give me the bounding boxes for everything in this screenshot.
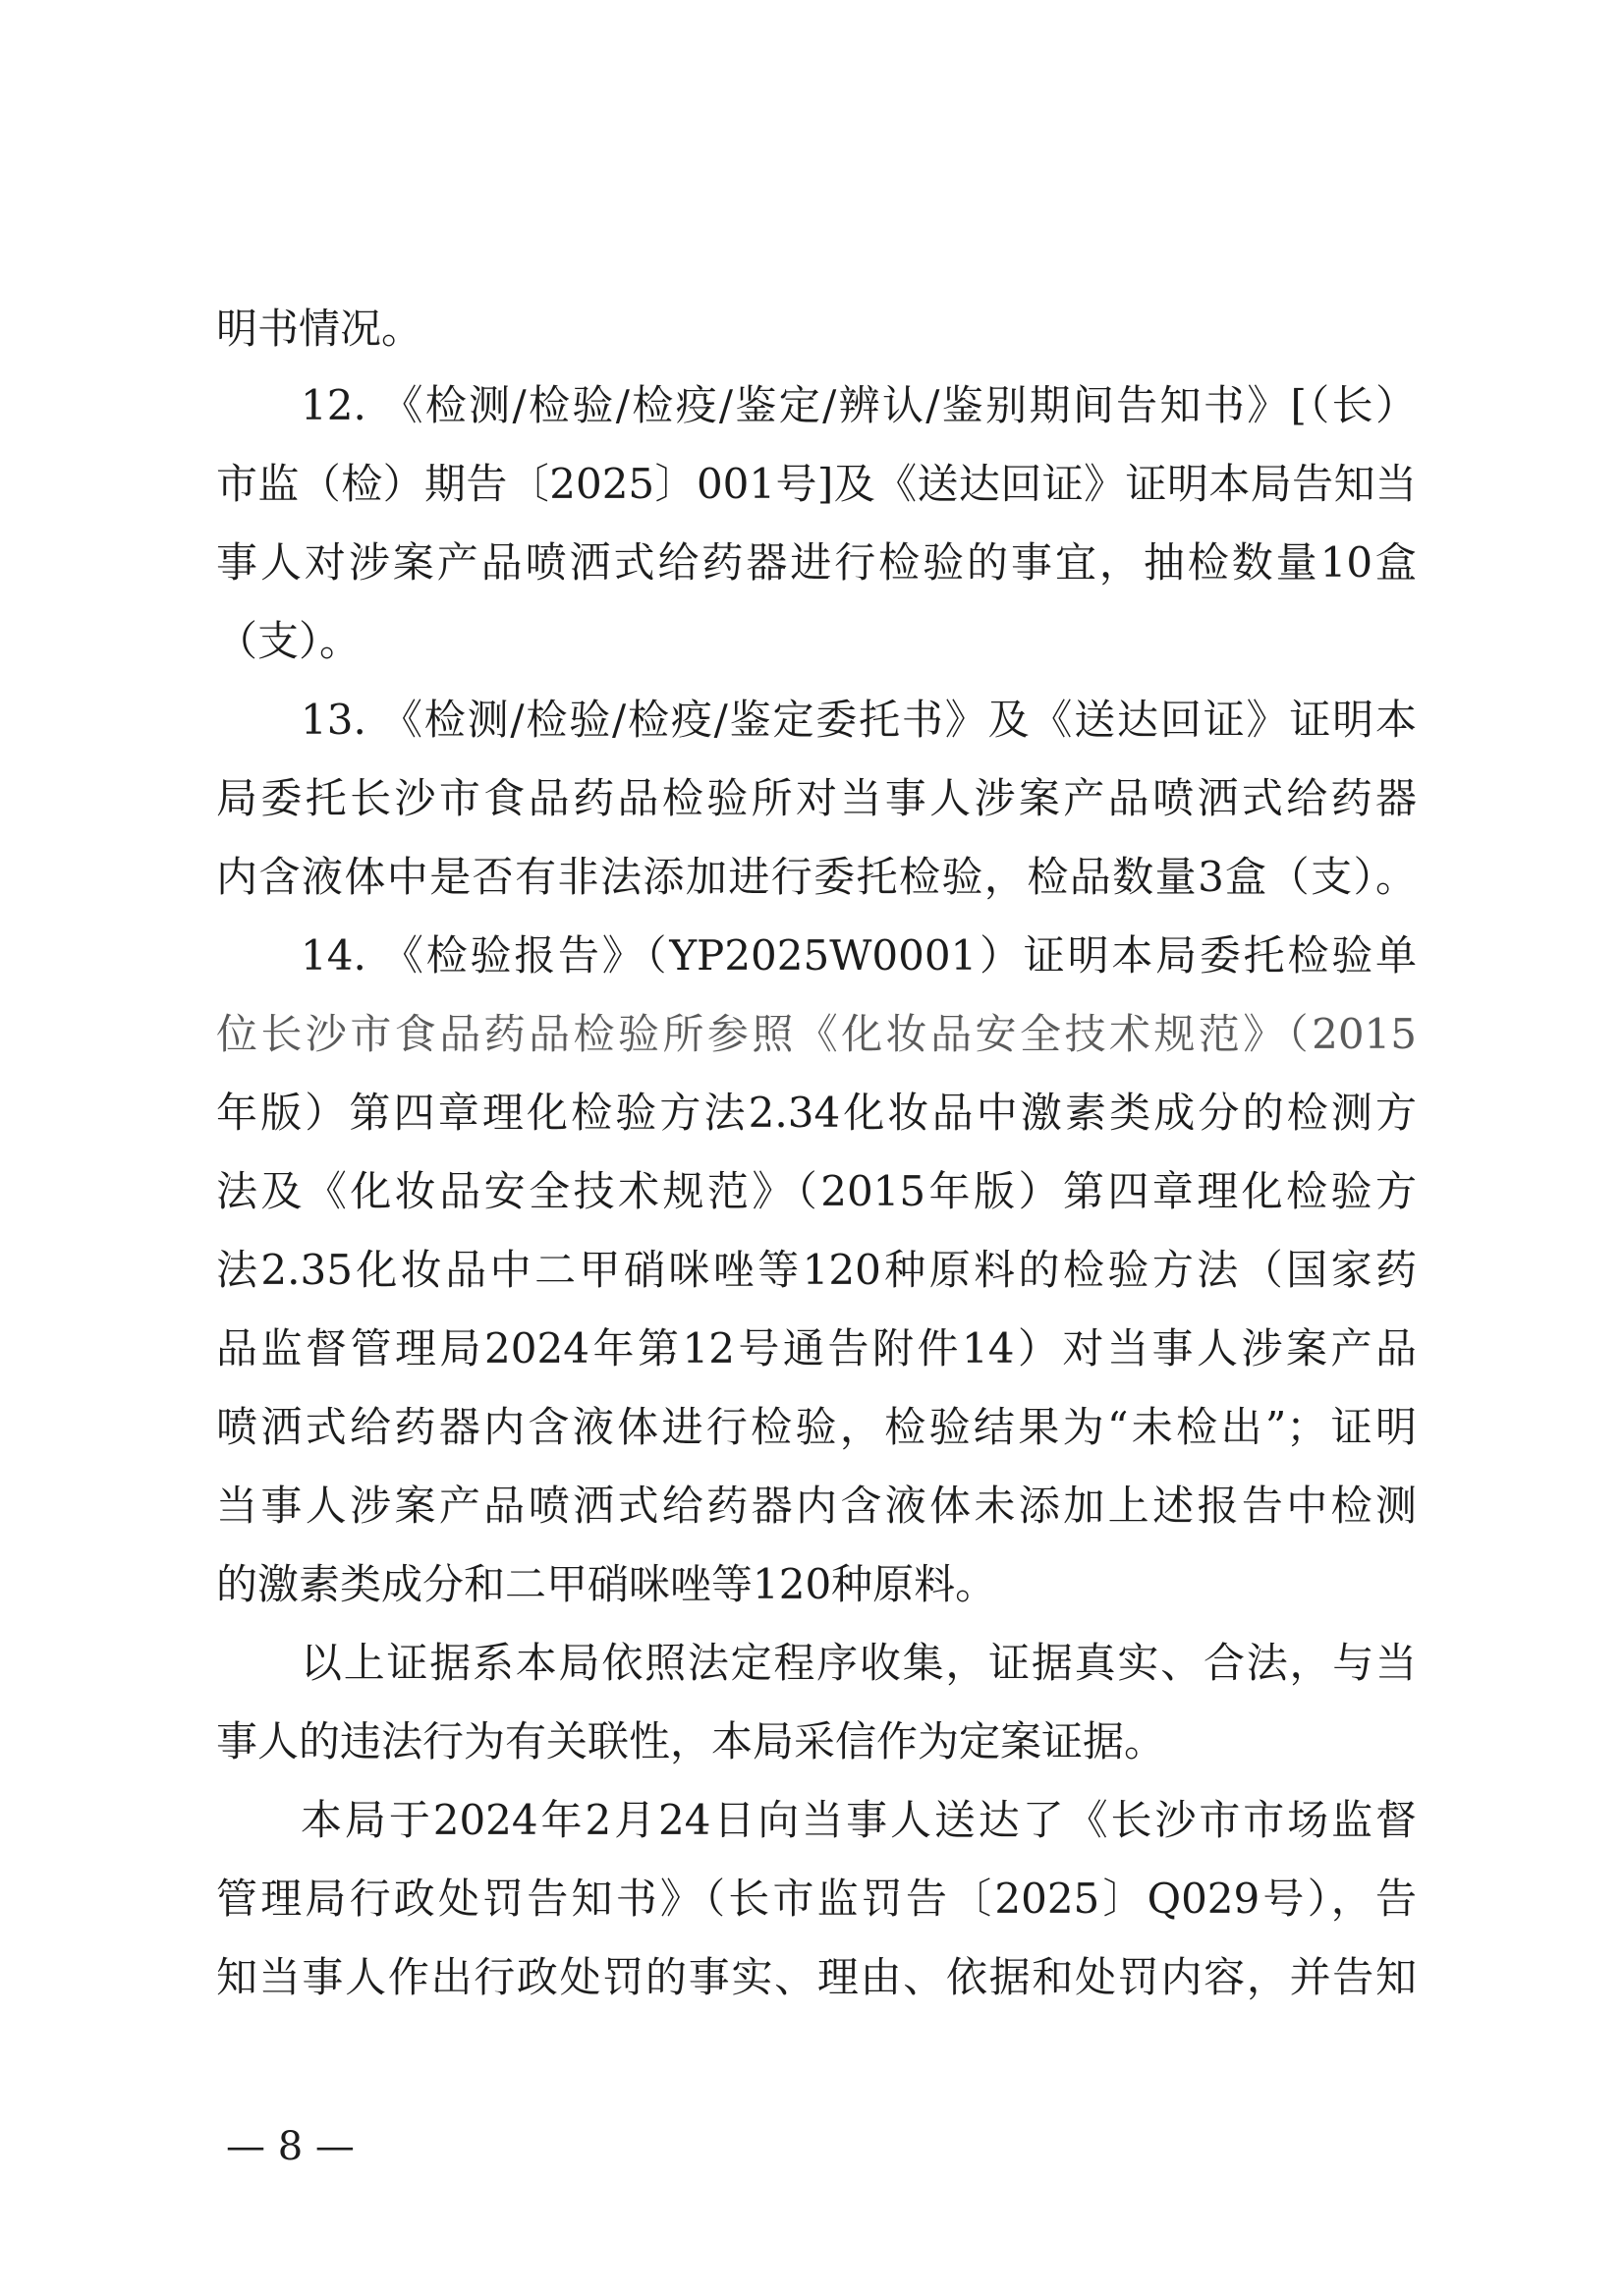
- text-line: 喷洒式给药器内含液体进行检验，检验结果为“未检出”；证明: [216, 1403, 1417, 1451]
- text-line: （支）。: [216, 617, 362, 665]
- text-line: 法2.35化妆品中二甲硝咪唑等120种原料的检验方法（国家药: [216, 1246, 1417, 1294]
- text-line: 品监督管理局2024年第12号通告附件14）对当事人涉案产品: [216, 1324, 1417, 1372]
- text-line: 当事人涉案产品喷洒式给药器内含液体未添加上述报告中检测: [216, 1482, 1417, 1530]
- text-line: 事人对涉案产品喷洒式给药器进行检验的事宜，抽检数量10盒: [216, 538, 1417, 587]
- text-line: 13. 《检测/检验/检疫/鉴定委托书》及《送达回证》证明本: [301, 696, 1417, 744]
- text-line: 市监（检）期告〔2025〕001号]及《送达回证》证明本局告知当: [216, 460, 1417, 508]
- text-line: 本局于2024年2月24日向当事人送达了《长沙市市场监督: [301, 1796, 1417, 1844]
- text-line: 知当事人作出行政处罚的事实、理由、依据和处罚内容，并告知: [216, 1953, 1417, 2001]
- text-line: 法及《化妆品安全技术规范》（2015年版）第四章理化检验方: [216, 1167, 1417, 1215]
- text-line: 的激素类成分和二甲硝咪唑等120种原料。: [216, 1560, 997, 1608]
- text-line: 12. 《检测/检验/检疫/鉴定/辨认/鉴别期间告知书》[（长）: [301, 381, 1417, 429]
- text-line: 以上证据系本局依照法定程序收集，证据真实、合法，与当: [301, 1639, 1417, 1687]
- text-line: 内含液体中是否有非法添加进行委托检验，检品数量3盒（支）。: [216, 853, 1417, 901]
- page-number: — 8 —: [226, 2124, 355, 2169]
- text-line: 明书情况。: [216, 305, 423, 353]
- text-line: 年版）第四章理化检验方法2.34化妆品中激素类成分的检测方: [216, 1089, 1417, 1137]
- text-line: 管理局行政处罚告知书》（长市监罚告〔2025〕Q029号），告: [216, 1875, 1417, 1923]
- text-line: 局委托长沙市食品药品检验所对当事人涉案产品喷洒式给药器: [216, 774, 1417, 822]
- text-line: 位长沙市食品药品检验所参照《化妆品安全技术规范》（2015: [216, 1010, 1417, 1058]
- text-line: 14. 《检验报告》（YP2025W0001）证明本局委托检验单: [301, 931, 1417, 980]
- text-line: 事人的违法行为有关联性，本局采信作为定案证据。: [216, 1717, 1166, 1765]
